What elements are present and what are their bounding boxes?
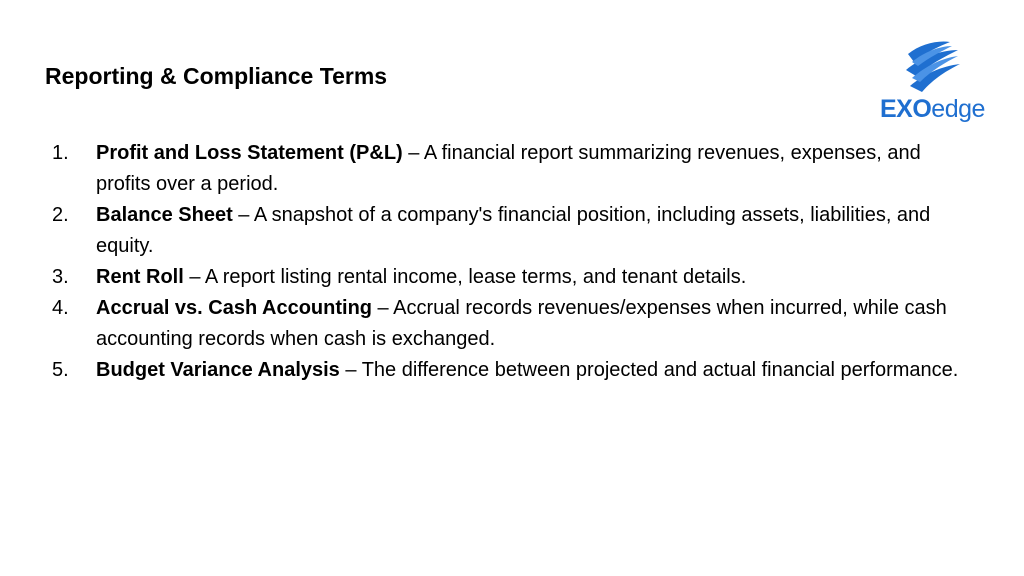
term-item xyxy=(52,138,972,200)
term-item xyxy=(52,262,972,293)
term-number: 4. xyxy=(52,297,69,319)
term-name: Profit and Loss Statement (P&L) xyxy=(96,142,403,164)
term-item xyxy=(52,293,972,355)
term-number: 1. xyxy=(52,142,69,164)
exoedge-swoosh-icon xyxy=(902,38,962,96)
term-definition: – Accrual records revenues/expenses when incurred, while cash accounting records when cash is exchanged. xyxy=(96,297,947,350)
term-definition: – A snapshot of a company's financial position, including assets, liabilities, and equity. xyxy=(96,204,931,257)
term-number: 3. xyxy=(52,266,69,288)
term-definition: – A financial report summarizing revenues, expenses, and profits over a period. xyxy=(96,142,921,195)
term-definition: – The difference between projected and actual financial performance. xyxy=(339,359,959,381)
term-name: Budget Variance Analysis xyxy=(96,359,340,381)
exoedge-logo xyxy=(880,38,984,128)
logo-wordmark xyxy=(880,94,984,124)
term-name: Rent Roll xyxy=(96,266,184,288)
term-number: 5. xyxy=(52,359,69,381)
terms-list xyxy=(52,138,972,386)
logo-text-edge: edge xyxy=(931,95,985,123)
logo-text-exo: EXO xyxy=(880,95,932,123)
term-item xyxy=(52,355,972,386)
term-item xyxy=(52,200,972,262)
term-name: Accrual vs. Cash Accounting xyxy=(96,297,372,319)
term-definition: – A report listing rental income, lease terms, and tenant details. xyxy=(183,266,747,288)
term-number: 2. xyxy=(52,204,69,226)
slide-title: Reporting & Compliance Terms xyxy=(45,63,388,89)
term-name: Balance Sheet xyxy=(96,204,233,226)
